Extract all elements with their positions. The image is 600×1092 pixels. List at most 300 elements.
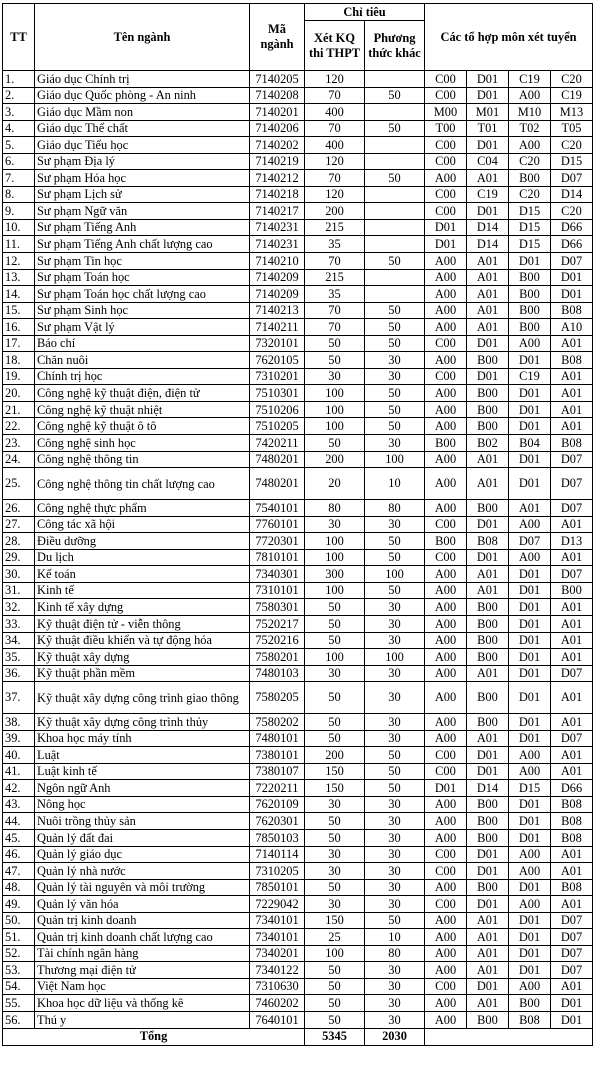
subject-combo: C19: [509, 71, 551, 88]
subject-combo: B00: [509, 319, 551, 336]
row-number: 16.: [3, 319, 35, 336]
major-name: Luật kinh tế: [35, 763, 250, 780]
subject-combo: D01: [509, 352, 551, 369]
major-name: Kinh tế: [35, 582, 250, 599]
quota-other: 30: [365, 352, 425, 369]
subject-combo: C00: [425, 137, 467, 154]
quota-thpt: 400: [305, 137, 365, 154]
quota-other: 100: [365, 649, 425, 666]
major-code: 7310205: [250, 863, 305, 880]
major-code: 7480201: [250, 451, 305, 468]
row-number: 52.: [3, 945, 35, 962]
table-row: [3, 846, 593, 863]
quota-thpt: 150: [305, 780, 365, 797]
subject-combo: D01: [509, 879, 551, 896]
major-code: 7140201: [250, 104, 305, 121]
major-code: 7620109: [250, 796, 305, 813]
subject-combo: D14: [551, 186, 593, 203]
table-row: [3, 632, 593, 649]
subject-combo: D01: [467, 516, 509, 533]
quota-thpt: 100: [305, 649, 365, 666]
subject-combo: A01: [467, 253, 509, 270]
subject-combo: A01: [467, 451, 509, 468]
quota-other: 100: [365, 451, 425, 468]
major-name: Sư phạm Hóa học: [35, 170, 250, 187]
subject-combo: D01: [509, 582, 551, 599]
quota-thpt: 150: [305, 763, 365, 780]
table-row: [3, 896, 593, 913]
subject-combo: D07: [551, 962, 593, 979]
subject-combo: A00: [425, 962, 467, 979]
subject-combo: A00: [509, 137, 551, 154]
subject-combo: D15: [509, 203, 551, 220]
row-number: 50.: [3, 912, 35, 929]
major-code: 7480201: [250, 468, 305, 500]
major-code: 7140114: [250, 846, 305, 863]
quota-thpt: 300: [305, 566, 365, 583]
major-code: 7520217: [250, 615, 305, 632]
subject-combo: D15: [551, 153, 593, 170]
table-row: [3, 468, 593, 500]
major-name: Giáo dục Thể chất: [35, 120, 250, 137]
subject-combo: A01: [551, 896, 593, 913]
major-code: 7310101: [250, 582, 305, 599]
major-name: Sư phạm Ngữ văn: [35, 203, 250, 220]
quota-other: 80: [365, 945, 425, 962]
quota-thpt: 30: [305, 516, 365, 533]
subject-combo: A00: [425, 566, 467, 583]
major-name: Quản lý nhà nước: [35, 863, 250, 880]
major-name: Khoa học dữ liệu và thống kê: [35, 995, 250, 1012]
quota-other: 30: [365, 896, 425, 913]
quota-other: 30: [365, 846, 425, 863]
subject-combo: D01: [509, 730, 551, 747]
subject-combo: A00: [425, 995, 467, 1012]
quota-thpt: 50: [305, 730, 365, 747]
row-number: 23.: [3, 435, 35, 452]
row-number: 45.: [3, 829, 35, 846]
quota-other: 50: [365, 747, 425, 764]
subject-combo: A00: [509, 549, 551, 566]
table-row: [3, 319, 593, 336]
subject-combo: D07: [551, 253, 593, 270]
subject-combo: D01: [509, 566, 551, 583]
subject-combo: B00: [425, 533, 467, 550]
row-number: 31.: [3, 582, 35, 599]
quota-thpt: 70: [305, 302, 365, 319]
major-code: 7140209: [250, 269, 305, 286]
subject-combo: D01: [509, 912, 551, 929]
major-code: 7760101: [250, 516, 305, 533]
subject-combo: B00: [467, 418, 509, 435]
table-row: [3, 385, 593, 402]
row-number: 1.: [3, 71, 35, 88]
subject-combo: A00: [425, 829, 467, 846]
quota-other: 30: [365, 516, 425, 533]
table-row: [3, 747, 593, 764]
subject-combo: A01: [551, 763, 593, 780]
major-code: 7140211: [250, 319, 305, 336]
subject-combo: A01: [551, 615, 593, 632]
subject-combo: D01: [467, 549, 509, 566]
major-name: Quản lý văn hóa: [35, 896, 250, 913]
major-code: 7340101: [250, 929, 305, 946]
quota-other: 30: [365, 978, 425, 995]
subject-combo: A10: [551, 319, 593, 336]
major-name: Sư phạm Tiếng Anh: [35, 219, 250, 236]
table-row: [3, 665, 593, 682]
header-quota-other: Phương thức khác: [365, 21, 425, 71]
quota-thpt: 200: [305, 747, 365, 764]
major-name: Nông học: [35, 796, 250, 813]
subject-combo: D01: [467, 137, 509, 154]
subject-combo: D01: [467, 978, 509, 995]
major-code: 7850101: [250, 879, 305, 896]
table-row: [3, 269, 593, 286]
row-number: 44.: [3, 813, 35, 830]
subject-combo: C00: [425, 87, 467, 104]
subject-combo: D01: [467, 747, 509, 764]
quota-other: 50: [365, 549, 425, 566]
major-name: Sư phạm Tin học: [35, 253, 250, 270]
table-row: [3, 219, 593, 236]
subject-combo: D01: [467, 71, 509, 88]
subject-combo: B00: [467, 682, 509, 714]
major-name: Việt Nam học: [35, 978, 250, 995]
subject-combo: D07: [551, 929, 593, 946]
subject-combo: A00: [425, 302, 467, 319]
major-name: Tài chính ngân hàng: [35, 945, 250, 962]
major-name: Du lịch: [35, 549, 250, 566]
row-number: 46.: [3, 846, 35, 863]
subject-combo: D66: [551, 219, 593, 236]
major-name: Chính trị học: [35, 368, 250, 385]
subject-combo: C00: [425, 978, 467, 995]
subject-combo: T01: [467, 120, 509, 137]
quota-other: 50: [365, 302, 425, 319]
quota-other: 80: [365, 500, 425, 517]
table-row: [3, 186, 593, 203]
subject-combo: A00: [425, 269, 467, 286]
major-code: 7340201: [250, 945, 305, 962]
row-number: 29.: [3, 549, 35, 566]
subject-combo: D01: [509, 929, 551, 946]
row-number: 21.: [3, 401, 35, 418]
subject-combo: A00: [425, 796, 467, 813]
subject-combo: B08: [551, 302, 593, 319]
row-number: 24.: [3, 451, 35, 468]
subject-combo: C00: [425, 846, 467, 863]
row-number: 25.: [3, 468, 35, 500]
subject-combo: B08: [551, 829, 593, 846]
subject-combo: A00: [425, 615, 467, 632]
table-row: [3, 335, 593, 352]
subject-combo: A00: [509, 846, 551, 863]
quota-other: 30: [365, 796, 425, 813]
subject-combo: D14: [467, 236, 509, 253]
subject-combo: B08: [551, 879, 593, 896]
subject-combo: B00: [467, 1011, 509, 1028]
table-row: [3, 236, 593, 253]
subject-combo: D01: [509, 401, 551, 418]
table-row: [3, 912, 593, 929]
header-code: Mã ngành: [250, 4, 305, 71]
major-name: Quản lý đất đai: [35, 829, 250, 846]
row-number: 41.: [3, 763, 35, 780]
quota-thpt: 80: [305, 500, 365, 517]
major-name: Sư phạm Tiếng Anh chất lượng cao: [35, 236, 250, 253]
subject-combo: B00: [467, 401, 509, 418]
quota-other: 50: [365, 87, 425, 104]
subject-combo: A01: [509, 500, 551, 517]
major-name: Sư phạm Lịch sử: [35, 186, 250, 203]
row-number: 43.: [3, 796, 35, 813]
subject-combo: A00: [509, 747, 551, 764]
subject-combo: D01: [467, 896, 509, 913]
subject-combo: A00: [509, 863, 551, 880]
row-number: 12.: [3, 253, 35, 270]
major-name: Luật: [35, 747, 250, 764]
major-name: Giáo dục Tiểu học: [35, 137, 250, 154]
subject-combo: C20: [509, 186, 551, 203]
subject-combo: C00: [425, 335, 467, 352]
row-number: 28.: [3, 533, 35, 550]
row-number: 9.: [3, 203, 35, 220]
quota-other: 30: [365, 730, 425, 747]
quota-thpt: 50: [305, 1011, 365, 1028]
subject-combo: D01: [509, 385, 551, 402]
subject-combo: A00: [425, 401, 467, 418]
subject-combo: D01: [467, 87, 509, 104]
major-code: 7580205: [250, 682, 305, 714]
major-name: Báo chí: [35, 335, 250, 352]
major-code: 7140218: [250, 186, 305, 203]
subject-combo: C19: [509, 368, 551, 385]
table-row: [3, 796, 593, 813]
quota-other: 50: [365, 253, 425, 270]
row-number: 51.: [3, 929, 35, 946]
subject-combo: D66: [551, 780, 593, 797]
subject-combo: D15: [509, 219, 551, 236]
major-name: Kế toán: [35, 566, 250, 583]
major-name: Giáo dục Chính trị: [35, 71, 250, 88]
major-code: 7380107: [250, 763, 305, 780]
subject-combo: A01: [467, 319, 509, 336]
quota-thpt: 30: [305, 796, 365, 813]
subject-combo: D66: [551, 236, 593, 253]
subject-combo: D01: [509, 829, 551, 846]
major-code: 7480103: [250, 665, 305, 682]
subject-combo: A01: [551, 385, 593, 402]
major-code: 7520216: [250, 632, 305, 649]
row-number: 11.: [3, 236, 35, 253]
subject-combo: A01: [467, 170, 509, 187]
quota-other: 30: [365, 435, 425, 452]
subject-combo: D01: [509, 796, 551, 813]
quota-other: 30: [365, 879, 425, 896]
subject-combo: A01: [467, 945, 509, 962]
subject-combo: A00: [425, 468, 467, 500]
subject-combo: A00: [425, 730, 467, 747]
row-number: 49.: [3, 896, 35, 913]
quota-thpt: 50: [305, 829, 365, 846]
subject-combo: D07: [551, 912, 593, 929]
subject-combo: D01: [551, 286, 593, 303]
row-number: 53.: [3, 962, 35, 979]
subject-combo: B00: [509, 302, 551, 319]
major-code: 7140231: [250, 236, 305, 253]
major-code: 7640101: [250, 1011, 305, 1028]
row-number: 54.: [3, 978, 35, 995]
major-name: Kinh tế xây dựng: [35, 599, 250, 616]
major-code: 7620105: [250, 352, 305, 369]
row-number: 40.: [3, 747, 35, 764]
row-number: 38.: [3, 714, 35, 731]
table-row: [3, 368, 593, 385]
subject-combo: A01: [551, 649, 593, 666]
subject-combo: B00: [551, 582, 593, 599]
subject-combo: D15: [509, 236, 551, 253]
quota-other: 30: [365, 714, 425, 731]
quota-thpt: 30: [305, 846, 365, 863]
subject-combo: A00: [425, 286, 467, 303]
quota-thpt: 30: [305, 665, 365, 682]
table-row: [3, 549, 593, 566]
row-number: 18.: [3, 352, 35, 369]
total-row: [3, 1028, 593, 1045]
subject-combo: C20: [551, 203, 593, 220]
major-name: Kỹ thuật điều khiển và tự động hóa: [35, 632, 250, 649]
major-code: 7340301: [250, 566, 305, 583]
major-name: Công tác xã hội: [35, 516, 250, 533]
subject-combo: B00: [467, 879, 509, 896]
major-name: Công nghệ thực phẩm: [35, 500, 250, 517]
subject-combo: D01: [425, 236, 467, 253]
quota-other: 50: [365, 401, 425, 418]
subject-combo: D07: [551, 566, 593, 583]
subject-combo: A00: [425, 714, 467, 731]
table-row: [3, 978, 593, 995]
subject-combo: C00: [425, 153, 467, 170]
row-number: 5.: [3, 137, 35, 154]
row-number: 34.: [3, 632, 35, 649]
major-name: Ngôn ngữ Anh: [35, 780, 250, 797]
subject-combo: D01: [425, 219, 467, 236]
subject-combo: C00: [425, 747, 467, 764]
subject-combo: T05: [551, 120, 593, 137]
subject-combo: D01: [551, 1011, 593, 1028]
subject-combo: A00: [425, 632, 467, 649]
major-code: 7340101: [250, 912, 305, 929]
subject-combo: B08: [551, 352, 593, 369]
quota-other: [365, 104, 425, 121]
subject-combo: B00: [467, 599, 509, 616]
major-name: Sư phạm Vật lý: [35, 319, 250, 336]
subject-combo: A00: [425, 352, 467, 369]
subject-combo: D15: [509, 780, 551, 797]
major-code: 7140209: [250, 286, 305, 303]
major-code: 7140219: [250, 153, 305, 170]
table-row: [3, 714, 593, 731]
quota-other: 50: [365, 912, 425, 929]
table-row: [3, 418, 593, 435]
subject-combo: M10: [509, 104, 551, 121]
table-row: [3, 286, 593, 303]
subject-combo: A01: [467, 582, 509, 599]
subject-combo: B00: [509, 286, 551, 303]
quota-thpt: 50: [305, 615, 365, 632]
subject-combo: C19: [551, 87, 593, 104]
major-code: 7580202: [250, 714, 305, 731]
quota-thpt: 70: [305, 87, 365, 104]
subject-combo: D01: [509, 599, 551, 616]
subject-combo: B04: [509, 435, 551, 452]
header-quota-thpt: Xét KQ thi THPT: [305, 21, 365, 71]
row-number: 22.: [3, 418, 35, 435]
subject-combo: D01: [509, 451, 551, 468]
quota-thpt: 120: [305, 153, 365, 170]
row-number: 36.: [3, 665, 35, 682]
quota-other: 50: [365, 418, 425, 435]
quota-other: 50: [365, 582, 425, 599]
row-number: 4.: [3, 120, 35, 137]
major-name: Kỹ thuật điện tử - viễn thông: [35, 615, 250, 632]
subject-combo: A01: [467, 929, 509, 946]
major-name: Quản trị kinh doanh: [35, 912, 250, 929]
major-name: Sư phạm Toán học: [35, 269, 250, 286]
quota-thpt: 400: [305, 104, 365, 121]
table-row: [3, 730, 593, 747]
quota-other: 50: [365, 533, 425, 550]
table-row: [3, 566, 593, 583]
subject-combo: M13: [551, 104, 593, 121]
major-code: 7310630: [250, 978, 305, 995]
subject-combo: C00: [425, 71, 467, 88]
subject-combo: A01: [467, 302, 509, 319]
major-name: Sư phạm Toán học chất lượng cao: [35, 286, 250, 303]
table-row: [3, 780, 593, 797]
quota-other: 30: [365, 995, 425, 1012]
table-row: [3, 120, 593, 137]
subject-combo: A00: [425, 665, 467, 682]
subject-combo: C00: [425, 549, 467, 566]
subject-combo: A00: [509, 335, 551, 352]
total-subjects-empty: [425, 1028, 593, 1045]
subject-combo: A00: [425, 912, 467, 929]
quota-thpt: 100: [305, 385, 365, 402]
subject-combo: A00: [509, 763, 551, 780]
table-row: [3, 516, 593, 533]
subject-combo: A00: [425, 451, 467, 468]
quota-other: [365, 186, 425, 203]
subject-combo: B00: [467, 829, 509, 846]
subject-combo: B00: [467, 632, 509, 649]
major-code: 7320101: [250, 335, 305, 352]
major-code: 7580201: [250, 649, 305, 666]
subject-combo: A00: [509, 978, 551, 995]
row-number: 27.: [3, 516, 35, 533]
table-row: [3, 599, 593, 616]
quota-other: 10: [365, 929, 425, 946]
subject-combo: B00: [467, 813, 509, 830]
subject-combo: A00: [425, 1011, 467, 1028]
table-row: [3, 582, 593, 599]
major-code: 7220211: [250, 780, 305, 797]
quota-other: 50: [365, 385, 425, 402]
subject-combo: C20: [551, 71, 593, 88]
subject-combo: A00: [425, 253, 467, 270]
major-name: Chăn nuôi: [35, 352, 250, 369]
